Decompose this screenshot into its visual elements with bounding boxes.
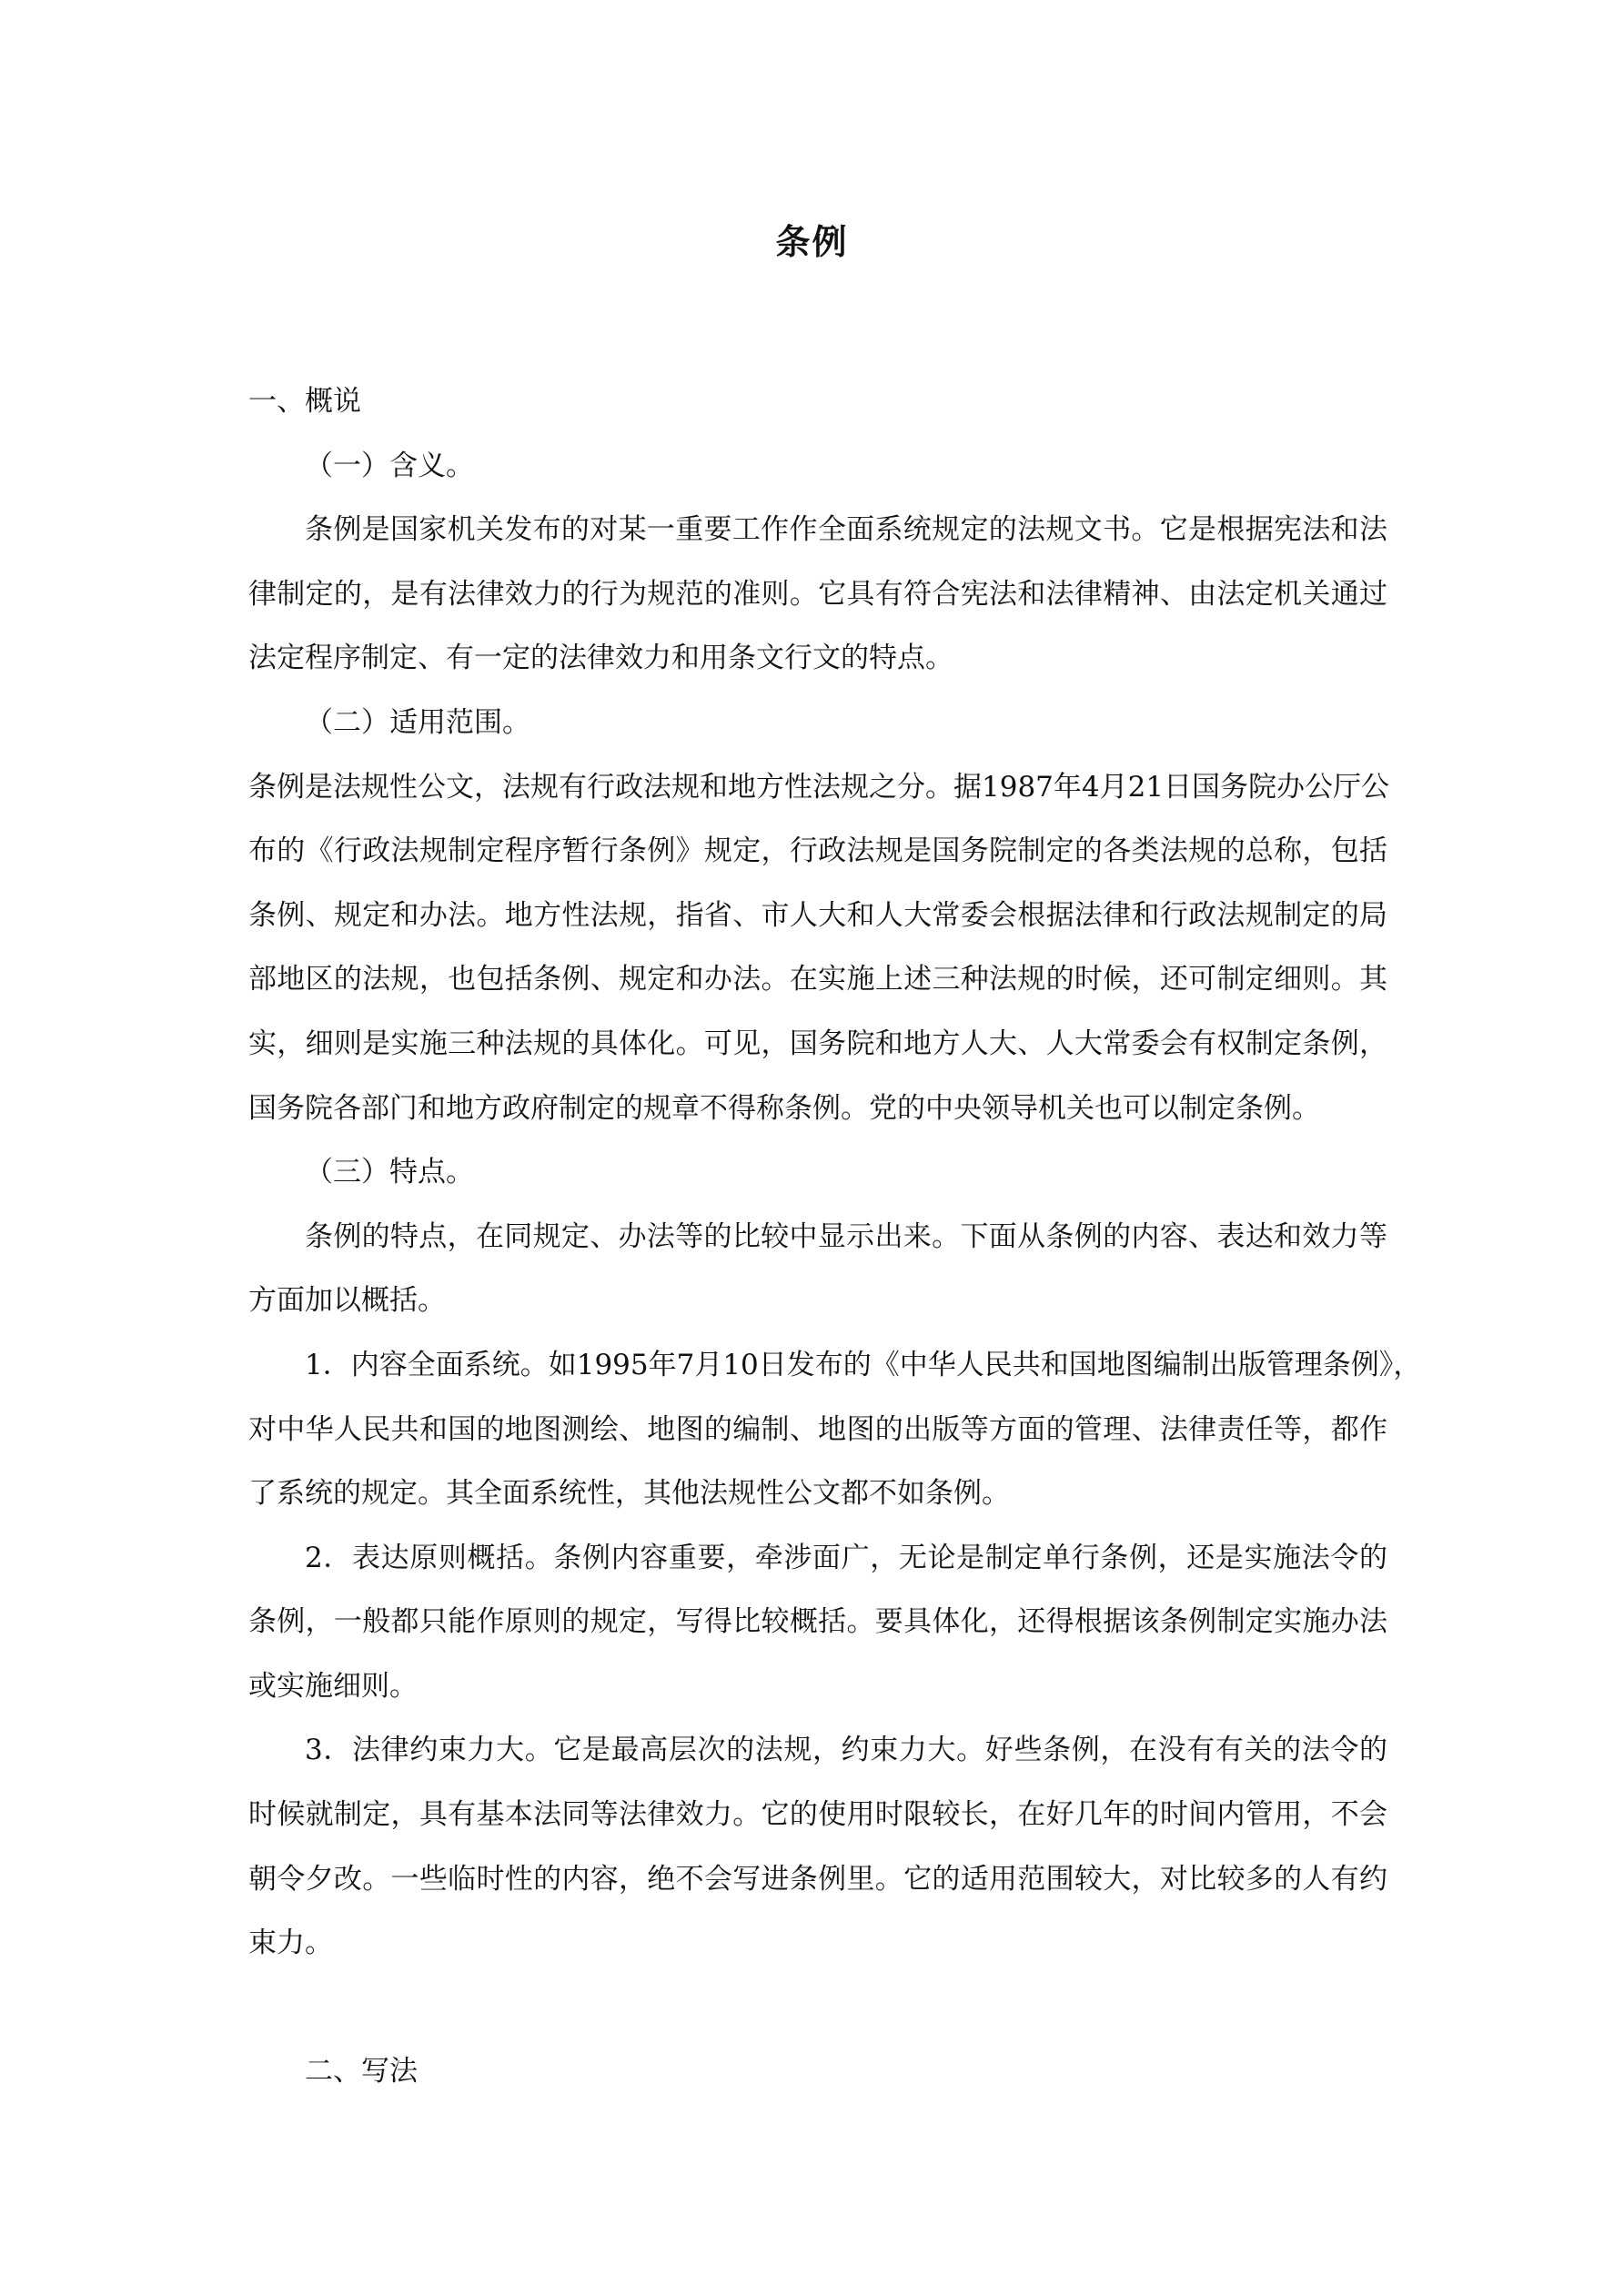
text-line: 对中华人民共和国的地图测绘、地图的编制、地图的出版等方面的管理、法律责任等，都作 <box>248 1412 1387 1446</box>
text-line: 朝令夕改。一些临时性的内容，绝不会写进条例里。它的适用范围较大，对比较多的人有约 <box>248 1862 1387 1896</box>
paragraph <box>248 1333 1422 1526</box>
text-line: 3．法律约束力大。它是最高层次的法规，约束力大。好些条例，在没有有关的法令的 <box>305 1734 1387 1767</box>
text-line: 布的《行政法规制定程序暂行条例》规定，行政法规是国务院制定的各类法规的总称，包括 <box>248 834 1387 868</box>
section-heading <box>248 1140 1387 1205</box>
text-line: 法定程序制定、有一定的法律效力和用条文行文的特点。 <box>248 642 953 675</box>
text-line: 国务院各部门和地方政府制定的规章不得称条例。党的中央领导机关也可以制定条例。 <box>248 1091 1320 1125</box>
text-line: 或实施细则。 <box>248 1669 418 1703</box>
text-line: 一、概说 <box>248 385 361 418</box>
section-heading <box>248 2039 1387 2104</box>
text-line: 部地区的法规，也包括条例、规定和办法。在实施上述三种法规的时候，还可制定细则。其 <box>248 963 1387 996</box>
text-line: 实，细则是实施三种法规的具体化。可见，国务院和地方人大、人大常委会有权制定条例， <box>248 1027 1387 1060</box>
text-line: 时候就制定，具有基本法同等法律效力。它的使用时限较长，在好几年的时间内管用，不会 <box>248 1798 1387 1832</box>
text-line: 束力。 <box>248 1927 333 1960</box>
text-line: （二）适用范围。 <box>305 705 530 739</box>
section-heading <box>248 369 1387 434</box>
text-line: 方面加以概括。 <box>248 1284 446 1318</box>
paragraph <box>248 755 1390 1141</box>
text-line: 二、写法 <box>305 2055 418 2089</box>
paragraph <box>248 1526 1387 1719</box>
text-line: 条例、规定和办法。地方性法规，指省、市人大和人大常委会根据法律和行政法规制定的局 <box>248 898 1387 932</box>
text-line: 条例是国家机关发布的对某一重要工作作全面系统规定的法规文书。它是根据宪法和法 <box>305 513 1387 547</box>
blank-line <box>248 1976 1387 2040</box>
paragraph <box>248 1205 1387 1333</box>
document-body <box>248 369 1422 2104</box>
document-title: 条例 <box>775 221 849 262</box>
section-heading <box>248 691 1387 755</box>
paragraph <box>248 1718 1387 1975</box>
section-heading <box>248 434 1387 499</box>
paragraph <box>248 498 1387 691</box>
text-line: 1．内容全面系统。如1995年7月10日发布的《中华人民共和国地图编制出版管理条例》， <box>305 1348 1422 1381</box>
text-line: 条例是法规性公文，法规有行政法规和地方性法规之分。据1987年4月21日国务院办公厅公 <box>248 770 1390 804</box>
text-line: 条例，一般都只能作原则的规定，写得比较概括。要具体化，还得根据该条例制定实施办法 <box>248 1605 1387 1639</box>
text-line: 2．表达原则概括。条例内容重要，牵涉面广，无论是制定单行条例，还是实施法令的 <box>305 1541 1387 1574</box>
text-line: 条例的特点，在同规定、办法等的比较中显示出来。下面从条例的内容、表达和效力等 <box>305 1219 1387 1253</box>
text-line: 了系统的规定。其全面系统性，其他法规性公文都不如条例。 <box>248 1477 1010 1511</box>
text-line: （三）特点。 <box>305 1156 474 1189</box>
text-line: （一）含义。 <box>305 449 474 482</box>
text-line: 律制定的，是有法律效力的行为规范的准则。它具有符合宪法和法律精神、由法定机关通过 <box>248 577 1387 611</box>
